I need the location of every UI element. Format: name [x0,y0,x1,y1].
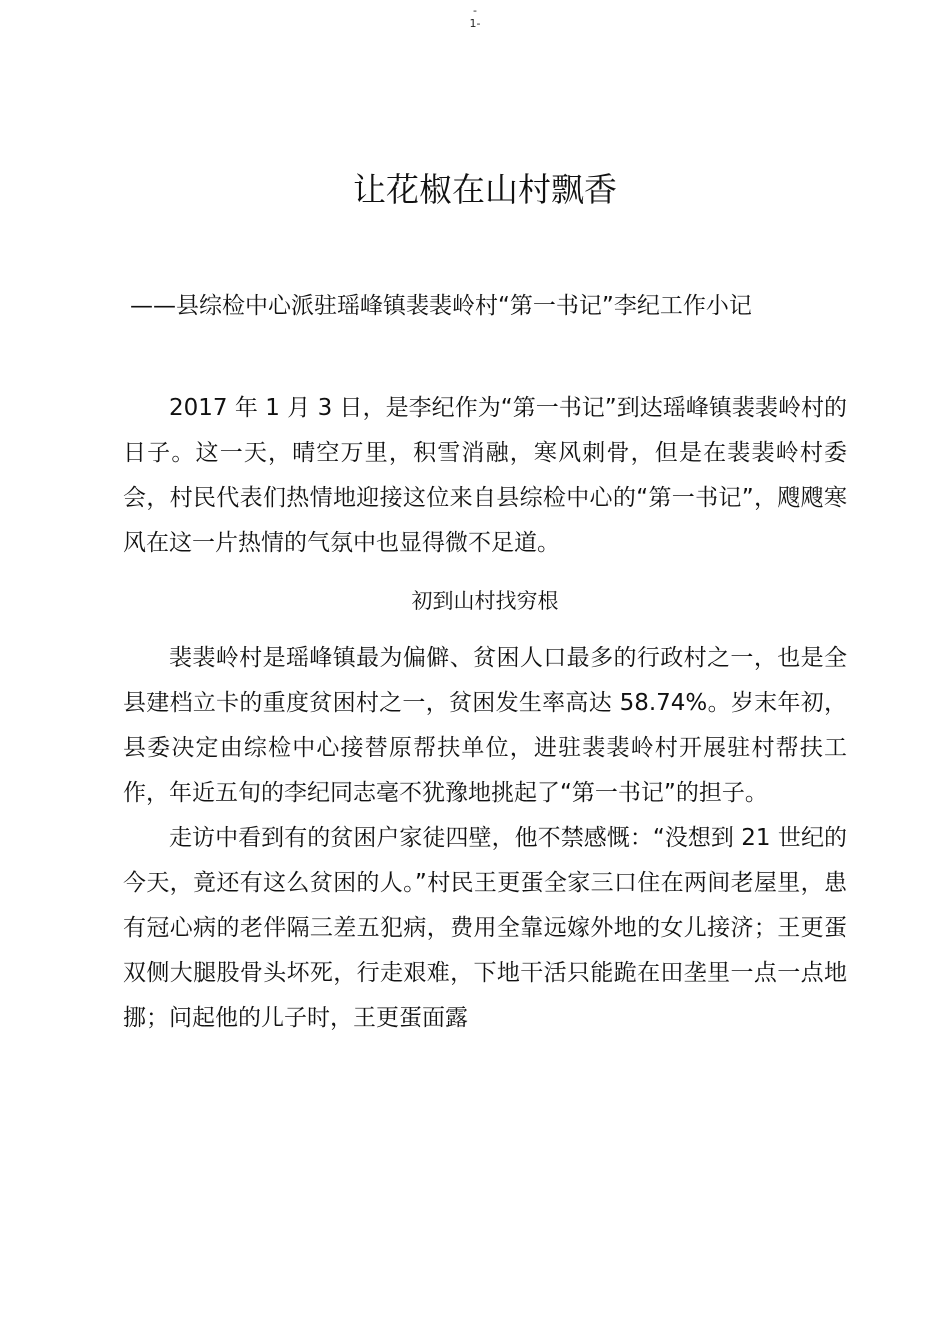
document-title: 让花椒在山村飘香 [353,170,617,209]
page-header [0,4,950,30]
document-body [123,386,847,1041]
document-subtitle: ——县综检中心派驻瑶峰镇裴裴岭村“第一书记”李纪工作小记 [130,293,752,319]
paragraph-intro: 2017 年 1 月 3 日，是李纪作为“第一书记”到达瑶峰镇裴裴岭村的日子。这一天，晴空万里，积雪消融，寒风刺骨，但是在裴裴岭村委会，村民代表们热情地迎接这位来自县综检中心的“第一书记”，飕飕寒风在这一片热情的气氛中也显得微不足道。 [123,395,847,556]
page-number: 1- [469,17,481,30]
header-dash: - [473,4,477,17]
section-heading: 初到山村找穷根 [411,589,559,613]
paragraph-visit: 走访中看到有的贫困户家徒四壁，他不禁感慨：“没想到 21 世纪的今天，竟还有这么贫困的人。”村民王更蛋全家三口住在两间老屋里，患有冠心病的老伴隔三差五犯病，费用全靠远嫁外地的女儿接济；王更蛋双侧大腿股骨头坏死，行走艰难，下地干活只能跪在田垄里一点一点地挪；问起他的儿子时，王更蛋面露 [123,825,847,1031]
paragraph-background: 裴裴岭村是瑶峰镇最为偏僻、贫困人口最多的行政村之一，也是全县建档立卡的重度贫困村之一，贫困发生率高达 58.74%。岁末年初，县委决定由综检中心接替原帮扶单位，进驻裴裴岭村开展驻村帮扶工作，年近五旬的李纪同志毫不犹豫地挑起了“第一书记”的担子。 [123,645,847,806]
